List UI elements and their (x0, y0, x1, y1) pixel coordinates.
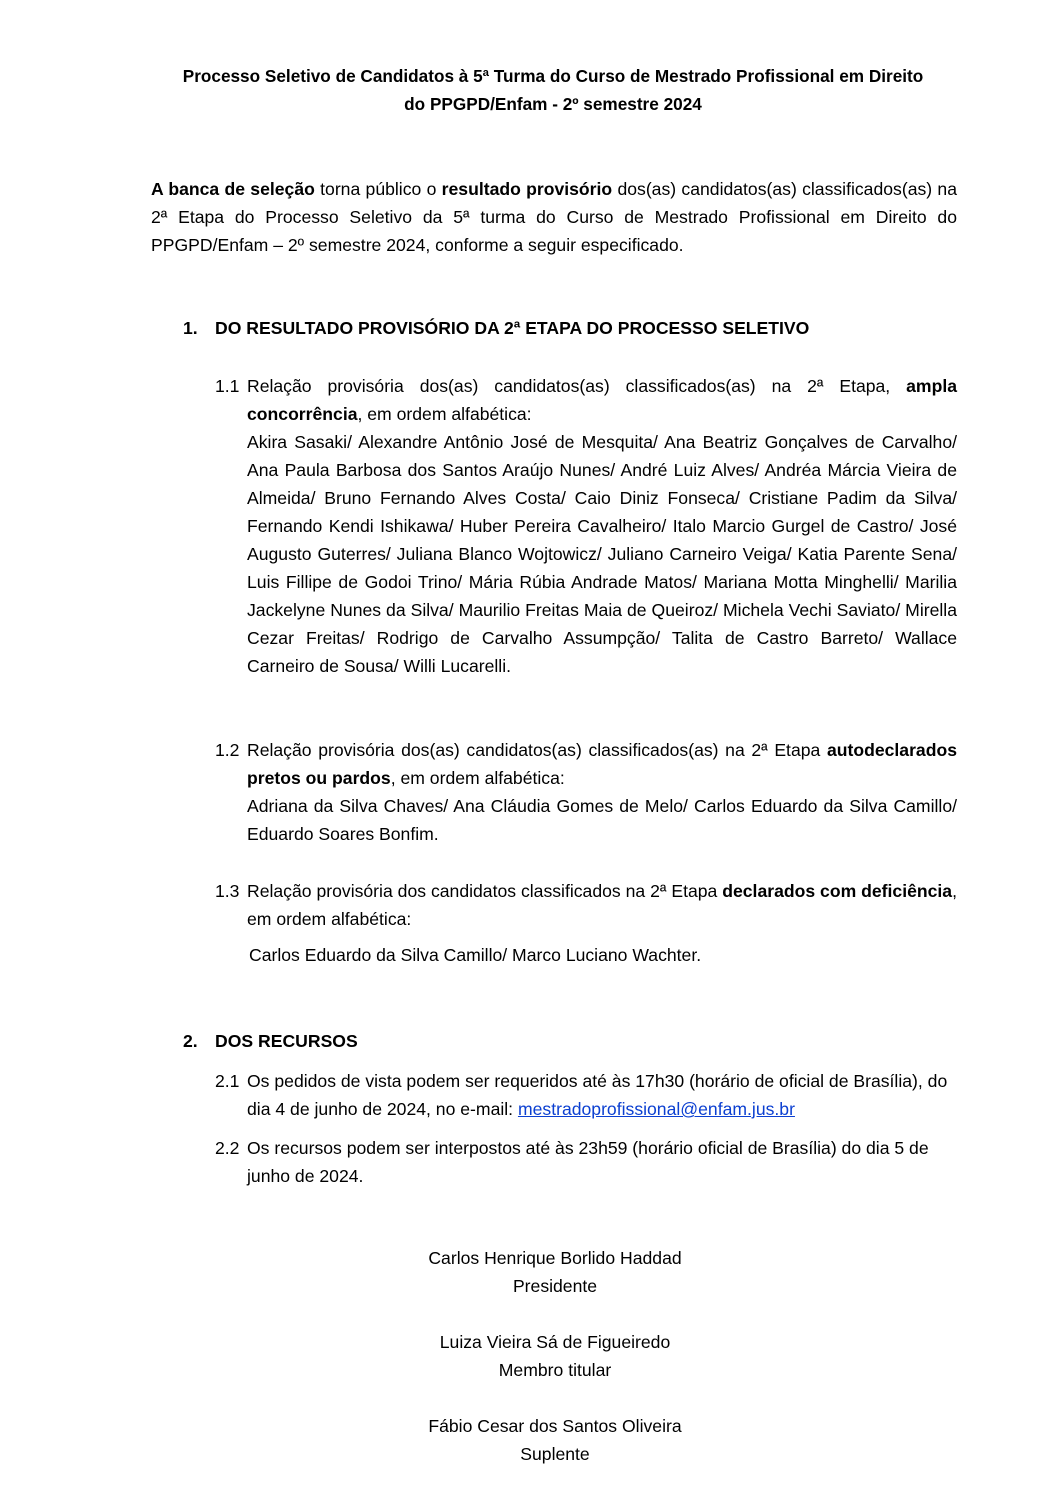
section-1-number: 1. (183, 318, 198, 338)
signature-name: Luiza Vieira Sá de Figueiredo (439, 1332, 671, 1352)
signature-block-2 (355, 1328, 755, 1384)
item-1-2-bold: autodeclarados pretos ou pardos (247, 740, 957, 788)
signature-role: Membro titular (498, 1360, 612, 1380)
intro-text-2: dos(as) candidatos(as) classificados(as) na 2ª Etapa do Processo Seletivo da 5ª turma do Curso de Mestrado Profissional em Direito do PPGPD/Enfam – 2º semestre 2024, conforme a seguir especificado. (151, 179, 957, 255)
item-1-3-text-b: , em ordem alfabética: (247, 881, 957, 929)
item-2-1-text: Os pedidos de vista podem ser requeridos até às 17h30 (horário de oficial de Brasília), do dia 4 de junho de 2024, no e-mail: (247, 1071, 948, 1119)
item-1-3-number: 1.3 (215, 881, 240, 901)
section-1-heading (183, 314, 963, 342)
item-1-2-text-a: Relação provisória dos(as) candidatos(as) classificados(as) na 2ª Etapa (247, 740, 827, 760)
item-1-2-text-b: , em ordem alfabética: (390, 768, 565, 788)
signature-block-1 (355, 1244, 755, 1300)
intro-text-1: torna público o (314, 179, 442, 199)
signature-name: Carlos Henrique Borlido Haddad (428, 1248, 682, 1268)
section-2-title: DOS RECURSOS (215, 1031, 358, 1051)
signature-name: Fábio Cesar dos Santos Oliveira (428, 1416, 682, 1436)
title-line-2: do PPGPD/Enfam - 2º semestre 2024 (404, 94, 702, 114)
item-1-3-names: Carlos Eduardo da Silva Camillo/ Marco Luciano Wachter. (249, 945, 702, 965)
signature-role: Presidente (512, 1276, 598, 1296)
item-1-1 (215, 372, 957, 680)
item-1-1-number: 1.1 (215, 376, 240, 396)
section-1-title: DO RESULTADO PROVISÓRIO DA 2ª ETAPA DO PROCESSO SELETIVO (215, 318, 810, 338)
document-title (150, 62, 956, 118)
item-1-2-names: Adriana da Silva Chaves/ Ana Cláudia Gomes de Melo/ Carlos Eduardo da Silva Camillo/ Eduardo Soares Bonfim. (247, 796, 957, 844)
item-1-3-text-a: Relação provisória dos candidatos classificados na 2ª Etapa (247, 881, 723, 901)
item-2-2-number: 2.2 (215, 1138, 240, 1158)
intro-paragraph (151, 175, 957, 259)
item-2-2 (215, 1134, 957, 1190)
intro-bold-2: resultado provisório (441, 179, 613, 199)
item-2-1 (215, 1067, 957, 1123)
item-2-2-text: Os recursos podem ser interpostos até às 23h59 (horário oficial de Brasília) do dia 5 de junho de 2024. (247, 1138, 929, 1186)
item-1-1-text-a: Relação provisória dos(as) candidatos(as) classificados(as) na 2ª Etapa, (247, 376, 907, 396)
item-1-2 (215, 736, 957, 848)
title-line-1: Processo Seletivo de Candidatos à 5ª Turma do Curso de Mestrado Profissional em Direito (182, 66, 924, 86)
item-1-1-text-b: , em ordem alfabética: (357, 404, 532, 424)
signature-block-3 (355, 1412, 755, 1468)
item-1-3 (215, 877, 957, 969)
signature-role: Suplente (520, 1444, 590, 1464)
section-2-number: 2. (183, 1031, 198, 1051)
item-1-1-names: Akira Sasaki/ Alexandre Antônio José de Mesquita/ Ana Beatriz Gonçalves de Carvalho/ Ana Paula Barbosa dos Santos Araújo Nunes/ André Luiz Alves/ Andréa Márcia Vieira de Almeida/ Bruno Fernando Alves Costa/ Caio Diniz Fonseca/ Cristiane Padim da Silva/ Fernando Kendi Ishikawa/ Huber Pereira Cavalheiro/ Italo Marcio Gurgel de Castro/ José Augusto Guterres/ Juliana Blanco Wojtowicz/ Juliano Carneiro Veiga/ Katia Parente Sena/ Luis Fillipe de Godoi Trino/ Mária Rúbia Andrade Matos/ Mariana Motta Minghelli/ Marilia Jackelyne Nunes da Silva/ Maurilio Freitas Maia de Queiroz/ Michela Vechi Saviato/ Mirella Cezar Freitas/ Rodrigo de Carvalho Assumpção/ Talita de Castro Barreto/ Wallace Carneiro de Sousa/ Willi Lucarelli. (247, 432, 957, 676)
section-2-heading (183, 1027, 963, 1055)
item-1-1-bold: ampla concorrência (247, 376, 957, 424)
item-2-1-number: 2.1 (215, 1071, 240, 1091)
item-1-2-number: 1.2 (215, 740, 240, 760)
intro-bold-1: A banca de seleção (151, 179, 315, 199)
email-link[interactable]: mestradoprofissional@enfam.jus.br (517, 1099, 795, 1119)
item-1-3-bold: declarados com deficiência (722, 881, 953, 901)
